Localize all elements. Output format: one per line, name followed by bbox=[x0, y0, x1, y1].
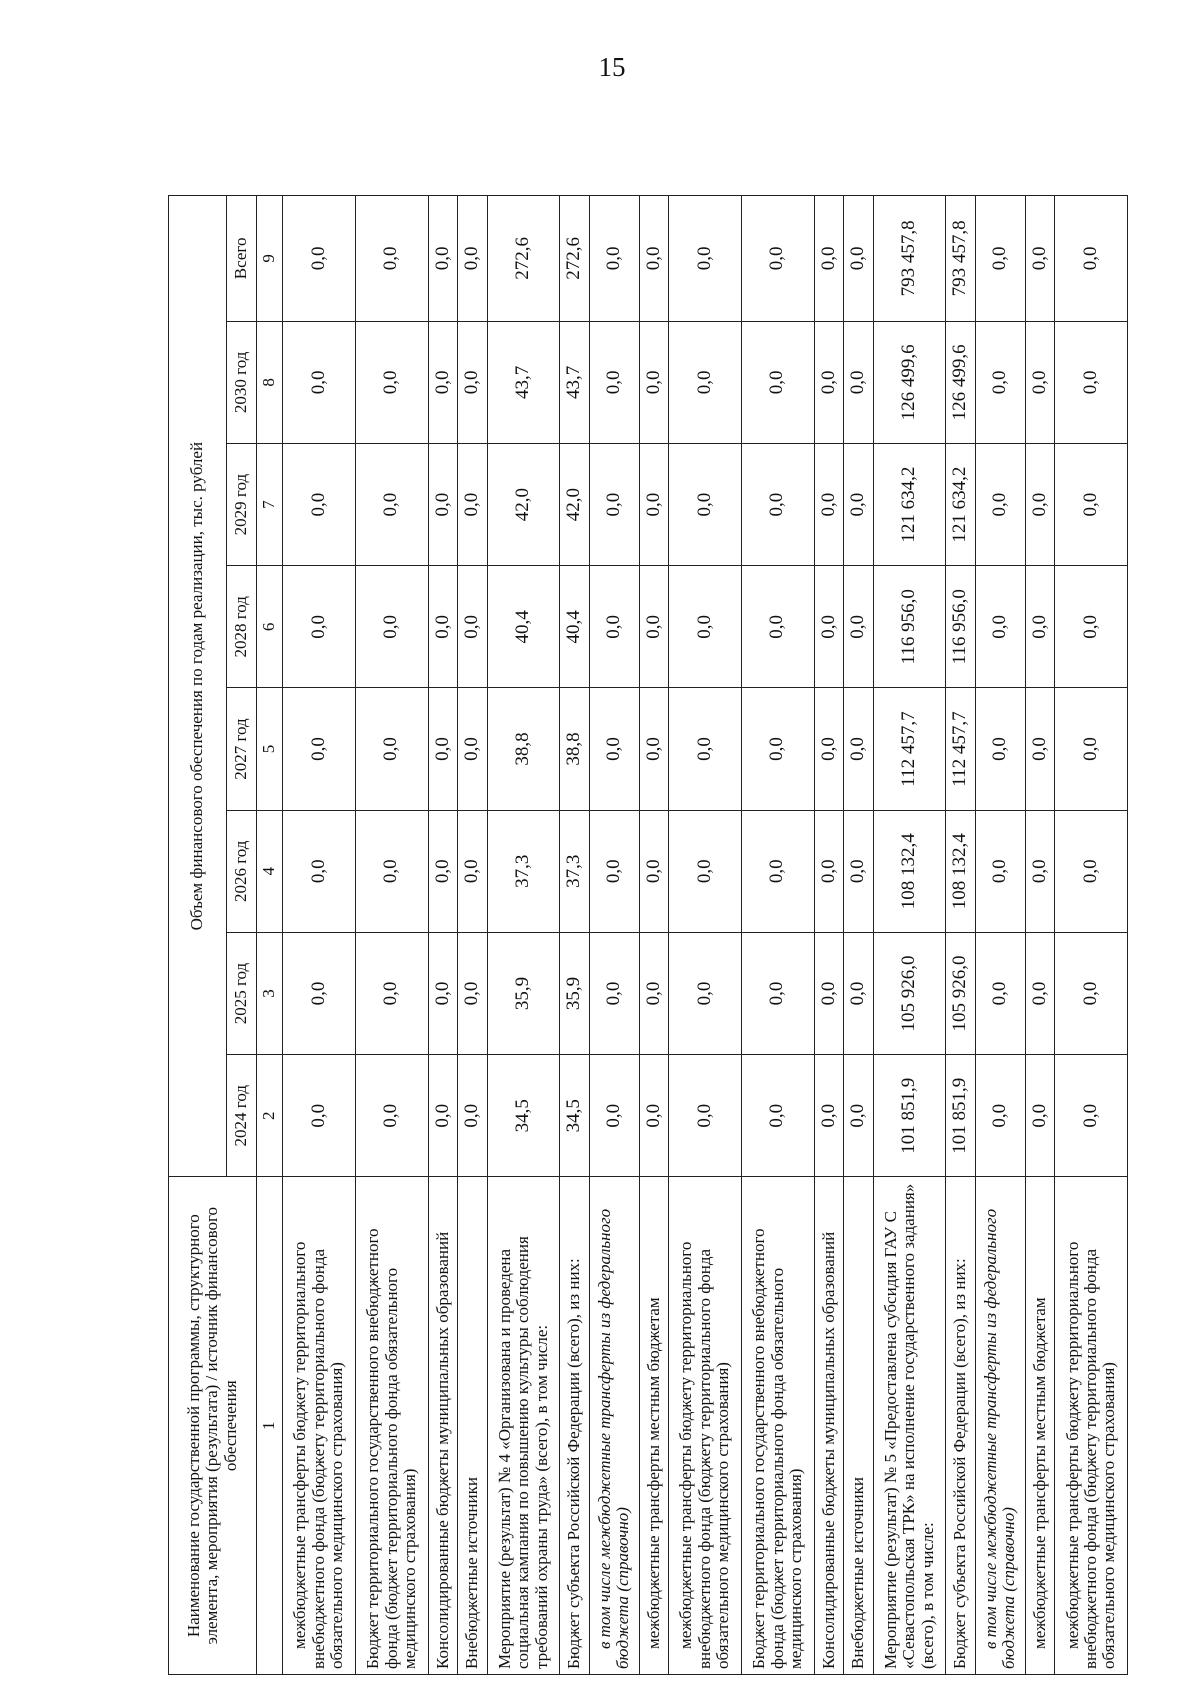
page-number: 15 bbox=[598, 52, 626, 82]
value-cell: 0,0 bbox=[814, 932, 843, 1054]
table-row bbox=[355, 196, 428, 1675]
value-cell: 0,0 bbox=[975, 1055, 1025, 1177]
row-label: межбюджетные трансферты бюджету территориального внебюджетного фонда (бюджету территориального фонда обязательного медицинского страхования) bbox=[669, 1177, 742, 1675]
value-cell: 0,0 bbox=[975, 443, 1025, 565]
value-cell: 0,0 bbox=[458, 196, 487, 322]
column-number: 3 bbox=[257, 932, 283, 1054]
value-cell: 40,4 bbox=[487, 566, 560, 688]
value-cell: 793 457,8 bbox=[946, 196, 975, 322]
value-cell: 0,0 bbox=[844, 932, 873, 1054]
value-cell: 0,0 bbox=[814, 688, 843, 810]
column-number: 8 bbox=[257, 321, 283, 443]
row-label: Мероприятие (результат) № 4 «Организована и проведена социальная кампания по повышению культуры соблюдения требований охраны труда» (всего), в том числе: bbox=[487, 1177, 560, 1675]
table-row bbox=[283, 196, 356, 1675]
value-cell: 34,5 bbox=[560, 1055, 589, 1177]
value-cell: 0,0 bbox=[844, 688, 873, 810]
table-row bbox=[560, 196, 589, 1675]
value-cell: 112 457,7 bbox=[946, 688, 975, 810]
value-cell: 0,0 bbox=[589, 321, 639, 443]
value-cell: 0,0 bbox=[669, 196, 742, 322]
value-cell: 0,0 bbox=[975, 321, 1025, 443]
value-cell: 0,0 bbox=[458, 932, 487, 1054]
value-cell: 0,0 bbox=[669, 566, 742, 688]
value-cell: 35,9 bbox=[560, 932, 589, 1054]
value-cell: 126 499,6 bbox=[946, 321, 975, 443]
row-label: межбюджетные трансферты местным бюджетам bbox=[639, 1177, 668, 1675]
value-cell: 0,0 bbox=[741, 443, 814, 565]
value-cell: 0,0 bbox=[355, 321, 428, 443]
funding-group-header: Объем финансового обеспечения по годам реализации, тыс. рублей bbox=[169, 196, 227, 1177]
row-label: Бюджет субъекта Российской Федерации (всего), из них: bbox=[946, 1177, 975, 1675]
value-cell: 101 851,9 bbox=[873, 1055, 946, 1177]
value-cell: 40,4 bbox=[560, 566, 589, 688]
value-cell: 0,0 bbox=[458, 1055, 487, 1177]
value-cell: 0,0 bbox=[975, 566, 1025, 688]
row-label: в том числе межбюджетные трансферты из федерального бюджета (справочно) bbox=[589, 1177, 639, 1675]
table-row bbox=[458, 196, 487, 1675]
value-cell: 0,0 bbox=[589, 196, 639, 322]
value-cell: 0,0 bbox=[589, 810, 639, 932]
year-column-header: 2030 год bbox=[227, 321, 257, 443]
value-cell: 0,0 bbox=[589, 566, 639, 688]
table-row bbox=[639, 196, 668, 1675]
value-cell: 0,0 bbox=[814, 810, 843, 932]
value-cell: 0,0 bbox=[639, 443, 668, 565]
table-row bbox=[873, 196, 946, 1675]
value-cell: 0,0 bbox=[844, 810, 873, 932]
value-cell: 0,0 bbox=[844, 566, 873, 688]
value-cell: 0,0 bbox=[589, 688, 639, 810]
value-cell: 0,0 bbox=[814, 196, 843, 322]
value-cell: 0,0 bbox=[283, 932, 356, 1054]
value-cell: 0,0 bbox=[428, 810, 457, 932]
row-label: межбюджетные трансферты бюджету территориального внебюджетного фонда (бюджету территориального фонда обязательного медицинского страхования) bbox=[1055, 1177, 1128, 1675]
value-cell: 0,0 bbox=[1055, 1055, 1128, 1177]
value-cell: 0,0 bbox=[428, 321, 457, 443]
value-cell: 0,0 bbox=[458, 566, 487, 688]
value-cell: 0,0 bbox=[458, 443, 487, 565]
year-column-header: 2027 год bbox=[227, 688, 257, 810]
row-label: Мероприятие (результат) № 5 «Предоставлена субсидия ГАУ С «Севастопольская ТРК» на исполнение государственного задания» (всего), в том числе: bbox=[873, 1177, 946, 1675]
value-cell: 0,0 bbox=[1055, 443, 1128, 565]
value-cell: 272,6 bbox=[560, 196, 589, 322]
value-cell: 0,0 bbox=[283, 566, 356, 688]
table-header bbox=[169, 196, 283, 1675]
rotated-table-container bbox=[168, 195, 1128, 1675]
row-label: в том числе межбюджетные трансферты из федерального бюджета (справочно) bbox=[975, 1177, 1025, 1675]
value-cell: 0,0 bbox=[741, 566, 814, 688]
year-column-header: 2025 год bbox=[227, 932, 257, 1054]
value-cell: 0,0 bbox=[741, 932, 814, 1054]
value-cell: 0,0 bbox=[639, 1055, 668, 1177]
value-cell: 0,0 bbox=[669, 321, 742, 443]
value-cell: 0,0 bbox=[283, 1055, 356, 1177]
row-label: межбюджетные трансферты местным бюджетам bbox=[1025, 1177, 1054, 1675]
name-column-header: Наименование государственной программы, структурного элемента, мероприятия (результата) / источник финансового обеспечения bbox=[169, 1177, 257, 1675]
value-cell: 37,3 bbox=[560, 810, 589, 932]
value-cell: 0,0 bbox=[428, 196, 457, 322]
value-cell: 0,0 bbox=[844, 1055, 873, 1177]
value-cell: 0,0 bbox=[639, 688, 668, 810]
value-cell: 34,5 bbox=[487, 1055, 560, 1177]
value-cell: 0,0 bbox=[1055, 196, 1128, 322]
value-cell: 0,0 bbox=[428, 443, 457, 565]
value-cell: 112 457,7 bbox=[873, 688, 946, 810]
value-cell: 0,0 bbox=[1025, 810, 1054, 932]
value-cell: 0,0 bbox=[1025, 1055, 1054, 1177]
table-row bbox=[428, 196, 457, 1675]
value-cell: 0,0 bbox=[355, 1055, 428, 1177]
value-cell: 116 956,0 bbox=[873, 566, 946, 688]
row-label: Внебюджетные источники bbox=[458, 1177, 487, 1675]
value-cell: 0,0 bbox=[975, 932, 1025, 1054]
value-cell: 0,0 bbox=[355, 688, 428, 810]
value-cell: 0,0 bbox=[1025, 443, 1054, 565]
row-label: Бюджет субъекта Российской Федерации (всего), из них: bbox=[560, 1177, 589, 1675]
value-cell: 0,0 bbox=[639, 321, 668, 443]
funding-table bbox=[168, 195, 1128, 1675]
value-cell: 0,0 bbox=[639, 196, 668, 322]
column-number: 6 bbox=[257, 566, 283, 688]
value-cell: 0,0 bbox=[458, 688, 487, 810]
value-cell: 0,0 bbox=[1025, 688, 1054, 810]
value-cell: 0,0 bbox=[283, 810, 356, 932]
value-cell: 0,0 bbox=[355, 932, 428, 1054]
value-cell: 0,0 bbox=[844, 443, 873, 565]
table-row bbox=[669, 196, 742, 1675]
value-cell: 0,0 bbox=[741, 810, 814, 932]
year-column-header: 2026 год bbox=[227, 810, 257, 932]
value-cell: 105 926,0 bbox=[946, 932, 975, 1054]
value-cell: 126 499,6 bbox=[873, 321, 946, 443]
row-label: Консолидированные бюджеты муниципальных образований bbox=[814, 1177, 843, 1675]
value-cell: 0,0 bbox=[355, 196, 428, 322]
value-cell: 42,0 bbox=[560, 443, 589, 565]
table-row bbox=[487, 196, 560, 1675]
value-cell: 0,0 bbox=[844, 196, 873, 322]
value-cell: 43,7 bbox=[560, 321, 589, 443]
value-cell: 38,8 bbox=[487, 688, 560, 810]
value-cell: 0,0 bbox=[283, 443, 356, 565]
table-row bbox=[589, 196, 639, 1675]
column-number: 5 bbox=[257, 688, 283, 810]
value-cell: 0,0 bbox=[1055, 566, 1128, 688]
value-cell: 42,0 bbox=[487, 443, 560, 565]
value-cell: 0,0 bbox=[669, 443, 742, 565]
value-cell: 35,9 bbox=[487, 932, 560, 1054]
value-cell: 101 851,9 bbox=[946, 1055, 975, 1177]
value-cell: 0,0 bbox=[814, 566, 843, 688]
value-cell: 0,0 bbox=[283, 321, 356, 443]
column-number: 9 bbox=[257, 196, 283, 322]
year-column-header: 2028 год bbox=[227, 566, 257, 688]
table-row bbox=[1055, 196, 1128, 1675]
value-cell: 37,3 bbox=[487, 810, 560, 932]
value-cell: 0,0 bbox=[1055, 810, 1128, 932]
value-cell: 121 634,2 bbox=[873, 443, 946, 565]
value-cell: 0,0 bbox=[355, 810, 428, 932]
table-row bbox=[1025, 196, 1054, 1675]
value-cell: 0,0 bbox=[975, 810, 1025, 932]
value-cell: 0,0 bbox=[975, 196, 1025, 322]
value-cell: 0,0 bbox=[741, 688, 814, 810]
year-column-header: Всего bbox=[227, 196, 257, 322]
value-cell: 0,0 bbox=[283, 196, 356, 322]
value-cell: 0,0 bbox=[1055, 932, 1128, 1054]
value-cell: 43,7 bbox=[487, 321, 560, 443]
column-number: 1 bbox=[257, 1177, 283, 1675]
value-cell: 0,0 bbox=[639, 566, 668, 688]
value-cell: 0,0 bbox=[589, 932, 639, 1054]
value-cell: 0,0 bbox=[428, 932, 457, 1054]
table-row bbox=[741, 196, 814, 1675]
year-column-header: 2029 год bbox=[227, 443, 257, 565]
column-number: 4 bbox=[257, 810, 283, 932]
year-column-header: 2024 год bbox=[227, 1055, 257, 1177]
value-cell: 0,0 bbox=[428, 1055, 457, 1177]
row-label: Бюджет территориального государственного внебюджетного фонда (бюджет территориального фонда обязательного медицинского страхования) bbox=[355, 1177, 428, 1675]
row-label: межбюджетные трансферты бюджету территориального внебюджетного фонда (бюджету территориального фонда обязательного медицинского страхования) bbox=[283, 1177, 356, 1675]
row-label: Внебюджетные источники bbox=[844, 1177, 873, 1675]
value-cell: 108 132,4 bbox=[946, 810, 975, 932]
value-cell: 0,0 bbox=[1055, 688, 1128, 810]
value-cell: 121 634,2 bbox=[946, 443, 975, 565]
value-cell: 38,8 bbox=[560, 688, 589, 810]
value-cell: 0,0 bbox=[741, 1055, 814, 1177]
value-cell: 272,6 bbox=[487, 196, 560, 322]
value-cell: 0,0 bbox=[814, 443, 843, 565]
value-cell: 0,0 bbox=[814, 321, 843, 443]
value-cell: 0,0 bbox=[669, 1055, 742, 1177]
value-cell: 0,0 bbox=[428, 566, 457, 688]
value-cell: 0,0 bbox=[1025, 932, 1054, 1054]
value-cell: 0,0 bbox=[1025, 321, 1054, 443]
table-row bbox=[844, 196, 873, 1675]
value-cell: 0,0 bbox=[669, 688, 742, 810]
value-cell: 0,0 bbox=[844, 321, 873, 443]
row-label: Консолидированные бюджеты муниципальных образований bbox=[428, 1177, 457, 1675]
column-number: 2 bbox=[257, 1055, 283, 1177]
value-cell: 793 457,8 bbox=[873, 196, 946, 322]
row-label: Бюджет территориального государственного внебюджетного фонда (бюджет территориального фонда обязательного медицинского страхования) bbox=[741, 1177, 814, 1675]
column-number: 7 bbox=[257, 443, 283, 565]
value-cell: 0,0 bbox=[1025, 566, 1054, 688]
value-cell: 0,0 bbox=[1025, 196, 1054, 322]
value-cell: 0,0 bbox=[814, 1055, 843, 1177]
value-cell: 116 956,0 bbox=[946, 566, 975, 688]
value-cell: 0,0 bbox=[669, 810, 742, 932]
value-cell: 0,0 bbox=[283, 688, 356, 810]
value-cell: 0,0 bbox=[741, 321, 814, 443]
value-cell: 0,0 bbox=[355, 566, 428, 688]
value-cell: 0,0 bbox=[975, 688, 1025, 810]
value-cell: 0,0 bbox=[589, 443, 639, 565]
table-row bbox=[946, 196, 975, 1675]
table-body bbox=[283, 196, 1128, 1675]
value-cell: 0,0 bbox=[355, 443, 428, 565]
table-row bbox=[975, 196, 1025, 1675]
value-cell: 0,0 bbox=[639, 810, 668, 932]
value-cell: 0,0 bbox=[428, 688, 457, 810]
value-cell: 108 132,4 bbox=[873, 810, 946, 932]
value-cell: 0,0 bbox=[1055, 321, 1128, 443]
table-row bbox=[814, 196, 843, 1675]
value-cell: 105 926,0 bbox=[873, 932, 946, 1054]
value-cell: 0,0 bbox=[458, 810, 487, 932]
value-cell: 0,0 bbox=[589, 1055, 639, 1177]
value-cell: 0,0 bbox=[669, 932, 742, 1054]
value-cell: 0,0 bbox=[741, 196, 814, 322]
value-cell: 0,0 bbox=[458, 321, 487, 443]
value-cell: 0,0 bbox=[639, 932, 668, 1054]
